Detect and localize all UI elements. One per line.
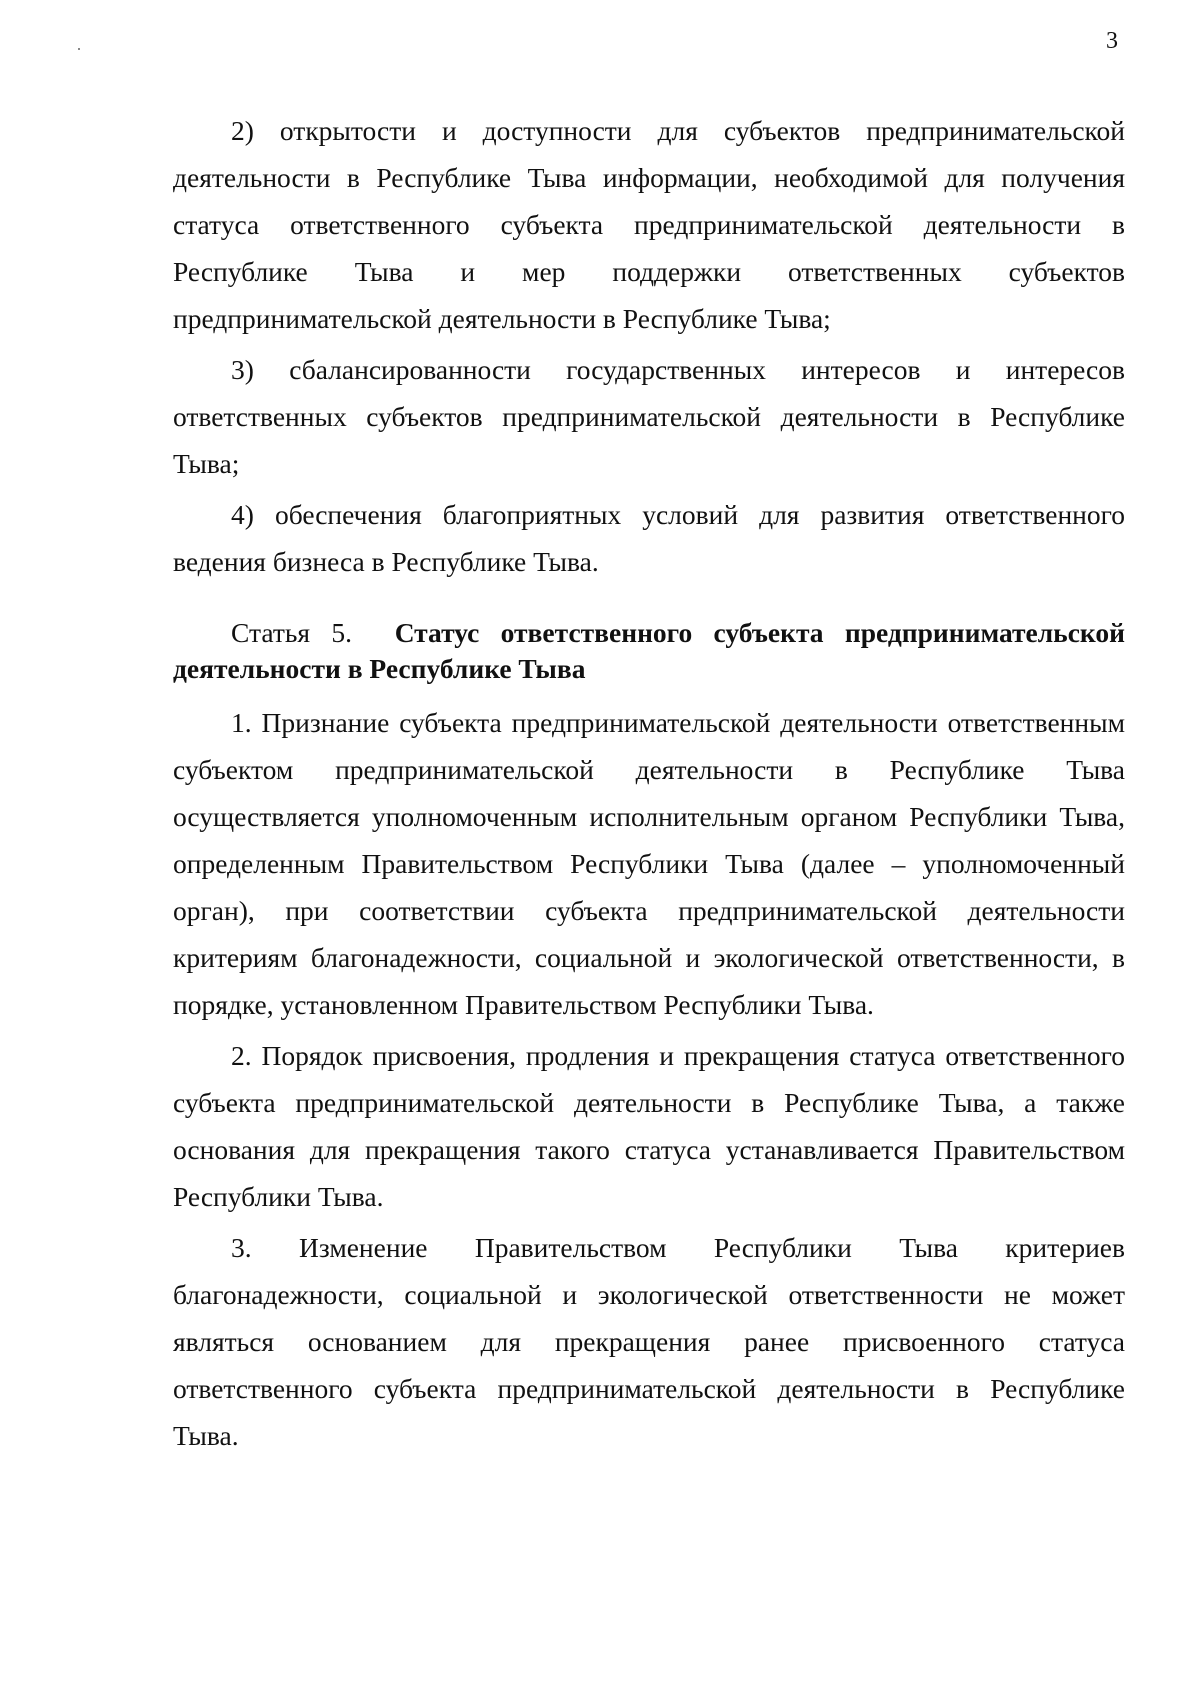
article-title: Статус ответственного субъекта предпринимательской деятельности в Республике Тыва (173, 617, 1125, 684)
article-label: Статья 5. (231, 617, 352, 648)
article-heading (173, 615, 1125, 687)
scan-artifact (78, 48, 80, 50)
paragraph-item-2: 2) открытости и доступности для субъектов предпринимательской деятельности в Республике Тыва информации, необходимой для получения статуса ответственного субъекта предпринимательской деятельности в Республике Тыва и мер поддержки ответственных субъектов предпринимательской деятельности в Республике Тыва; (173, 115, 1125, 334)
page-number: 3 (1106, 28, 1118, 54)
article-clause-1: 1. Признание субъекта предпринимательской деятельности ответственным субъектом предпринимательской деятельности в Республике Тыва осуществляется уполномоченным исполнительным органом Республики Тыва, определенным Правительством Республики Тыва (далее – уполномоченный орган), при соответствии субъекта предпринимательской деятельности критериям благонадежности, социальной и экологической ответственности, в порядке, установленном Правительством Республики Тыва. (173, 707, 1125, 1020)
document-body (173, 107, 1125, 1463)
article-clause-2: 2. Порядок присвоения, продления и прекращения статуса ответственного субъекта предпринимательской деятельности в Республике Тыва, а также основания для прекращения такого статуса устанавливается Правительством Республики Тыва. (173, 1040, 1125, 1212)
paragraph-item-4: 4) обеспечения благоприятных условий для развития ответственного ведения бизнеса в Республике Тыва. (173, 499, 1125, 577)
article-clause-3: 3. Изменение Правительством Республики Тыва критериев благонадежности, социальной и экологической ответственности не может являться основанием для прекращения ранее присвоенного статуса ответственного субъекта предпринимательской деятельности в Республике Тыва. (173, 1232, 1125, 1451)
paragraph-item-3: 3) сбалансированности государственных интересов и интересов ответственных субъектов предпринимательской деятельности в Республике Тыва; (173, 354, 1125, 479)
